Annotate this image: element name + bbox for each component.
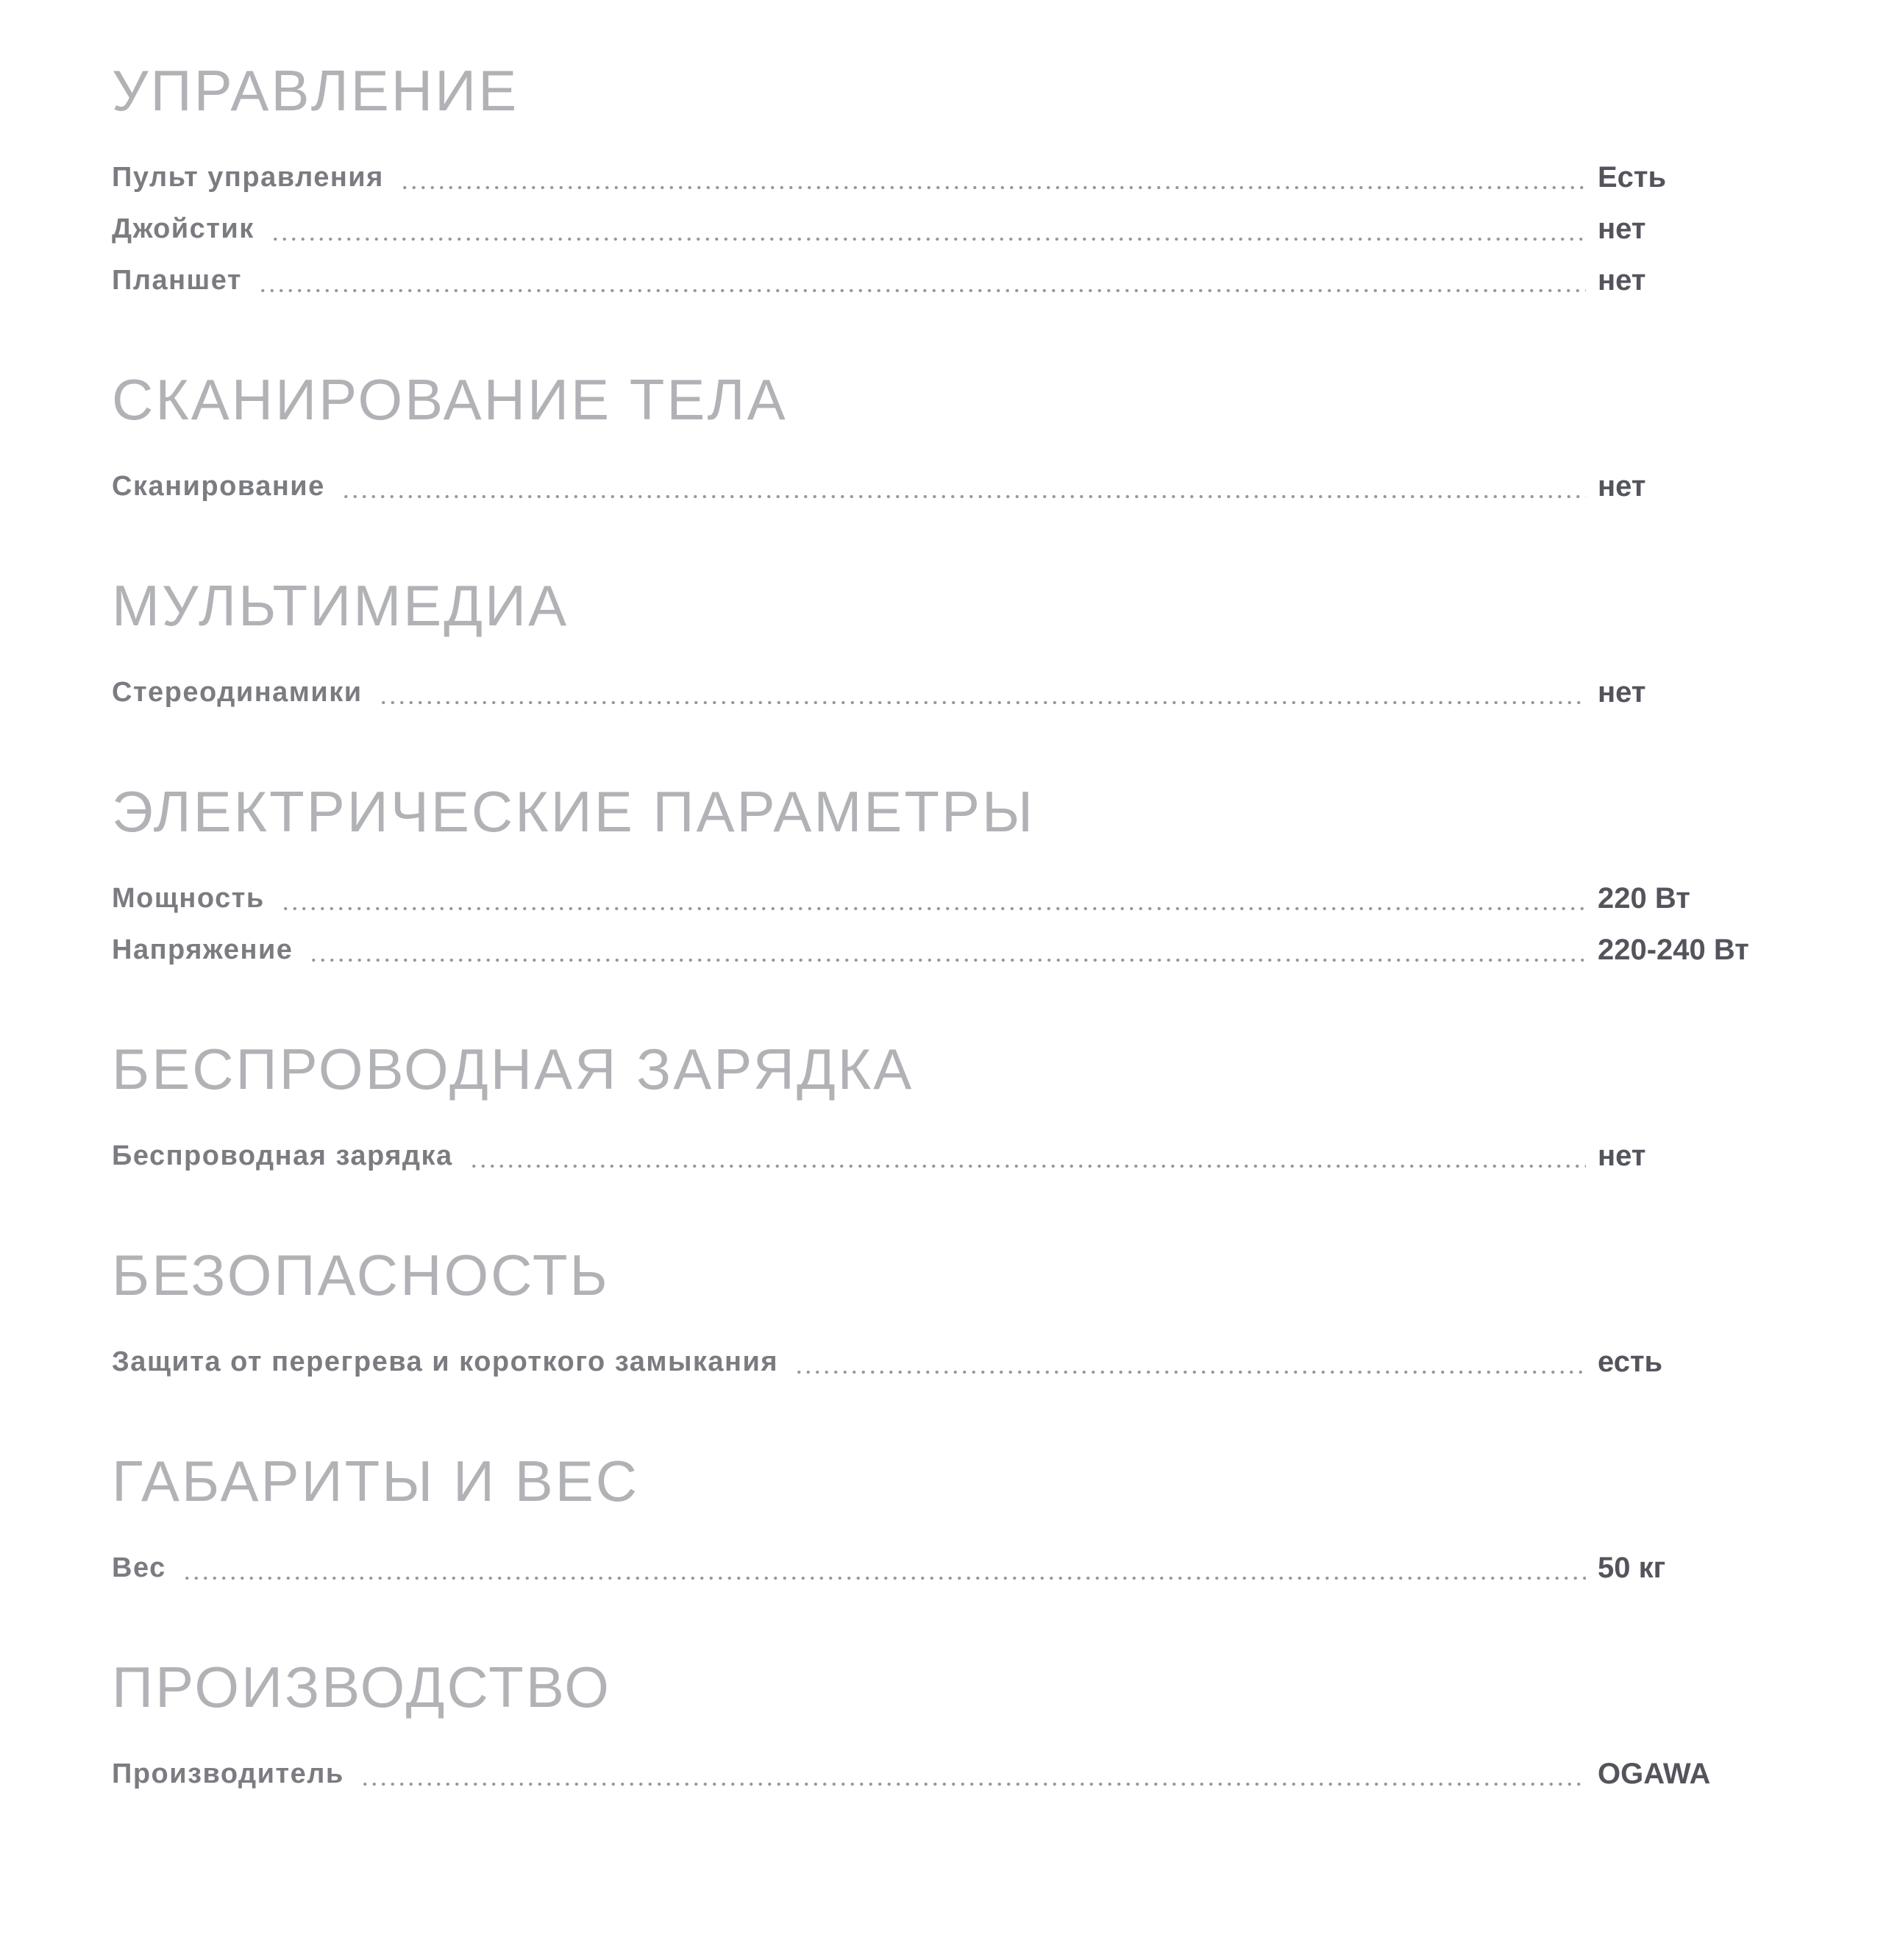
spec-section bbox=[112, 367, 1798, 503]
section-title: МУЛЬТИМЕДИА bbox=[112, 573, 569, 638]
dotted-leader bbox=[469, 1165, 1586, 1168]
dotted-leader bbox=[309, 959, 1586, 962]
spec-section bbox=[112, 1243, 1798, 1379]
spec-label: Пульт управления bbox=[112, 162, 384, 193]
spec-row bbox=[112, 160, 1798, 194]
spec-row bbox=[112, 263, 1798, 297]
section-title: БЕЗОПАСНОСТЬ bbox=[112, 1243, 610, 1307]
spec-section bbox=[112, 1449, 1798, 1585]
spec-row bbox=[112, 469, 1798, 503]
spec-row bbox=[112, 1757, 1798, 1791]
spec-row bbox=[112, 933, 1798, 967]
spec-label: Вес bbox=[112, 1552, 166, 1583]
spec-value: нет bbox=[1598, 264, 1646, 297]
dotted-leader bbox=[281, 907, 1586, 910]
dotted-leader bbox=[341, 495, 1586, 498]
spec-label: Беспроводная зарядка bbox=[112, 1140, 453, 1171]
spec-row bbox=[112, 675, 1798, 709]
section-rows bbox=[112, 160, 1798, 297]
section-rows bbox=[112, 881, 1798, 967]
section-rows bbox=[112, 1757, 1798, 1791]
section-title: УПРАВЛЕНИЕ bbox=[112, 58, 519, 123]
spec-label: Производитель bbox=[112, 1758, 344, 1789]
spec-section bbox=[112, 573, 1798, 709]
spec-label: Стереодинамики bbox=[112, 677, 363, 708]
dotted-leader bbox=[360, 1783, 1586, 1786]
dotted-leader bbox=[271, 238, 1586, 241]
section-title: ГАБАРИТЫ И ВЕС bbox=[112, 1449, 640, 1513]
section-title: ПРОИЗВОДСТВО bbox=[112, 1655, 611, 1719]
spec-label: Напряжение bbox=[112, 934, 293, 965]
spec-section bbox=[112, 779, 1798, 967]
spec-label: Планшет bbox=[112, 265, 242, 296]
section-rows bbox=[112, 1551, 1798, 1585]
dotted-leader bbox=[794, 1371, 1586, 1374]
spec-value: 220 Вт bbox=[1598, 882, 1690, 915]
spec-value: 50 кг bbox=[1598, 1552, 1666, 1584]
spec-row bbox=[112, 1551, 1798, 1585]
dotted-leader bbox=[400, 186, 1586, 189]
section-rows bbox=[112, 1345, 1798, 1379]
spec-value: OGAWA bbox=[1598, 1758, 1711, 1790]
dotted-leader bbox=[258, 289, 1586, 292]
spec-row bbox=[112, 212, 1798, 246]
spec-value: 220-240 Вт bbox=[1598, 934, 1749, 966]
spec-row bbox=[112, 881, 1798, 915]
spec-value: есть bbox=[1598, 1346, 1663, 1378]
section-title: ЭЛЕКТРИЧЕСКИЕ ПАРАМЕТРЫ bbox=[112, 779, 1036, 844]
spec-label: Защита от перегрева и короткого замыкания bbox=[112, 1346, 779, 1377]
spec-value: нет bbox=[1598, 1140, 1646, 1172]
spec-label: Мощность bbox=[112, 883, 265, 914]
spec-value: Есть bbox=[1598, 161, 1667, 193]
dotted-leader bbox=[379, 701, 1586, 704]
spec-value: нет bbox=[1598, 213, 1646, 245]
spec-section bbox=[112, 1037, 1798, 1173]
spec-section bbox=[112, 1655, 1798, 1791]
spec-row bbox=[112, 1139, 1798, 1173]
spec-row bbox=[112, 1345, 1798, 1379]
section-rows bbox=[112, 675, 1798, 709]
dotted-leader bbox=[182, 1577, 1586, 1580]
spec-value: нет bbox=[1598, 676, 1646, 709]
spec-label: Джойстик bbox=[112, 213, 255, 244]
section-rows bbox=[112, 1139, 1798, 1173]
section-title: БЕСПРОВОДНАЯ ЗАРЯДКА bbox=[112, 1037, 914, 1101]
spec-label: Сканирование bbox=[112, 471, 325, 502]
section-rows bbox=[112, 469, 1798, 503]
section-title: СКАНИРОВАНИЕ ТЕЛА bbox=[112, 367, 788, 432]
spec-value: нет bbox=[1598, 470, 1646, 503]
spec-section bbox=[112, 58, 1798, 297]
